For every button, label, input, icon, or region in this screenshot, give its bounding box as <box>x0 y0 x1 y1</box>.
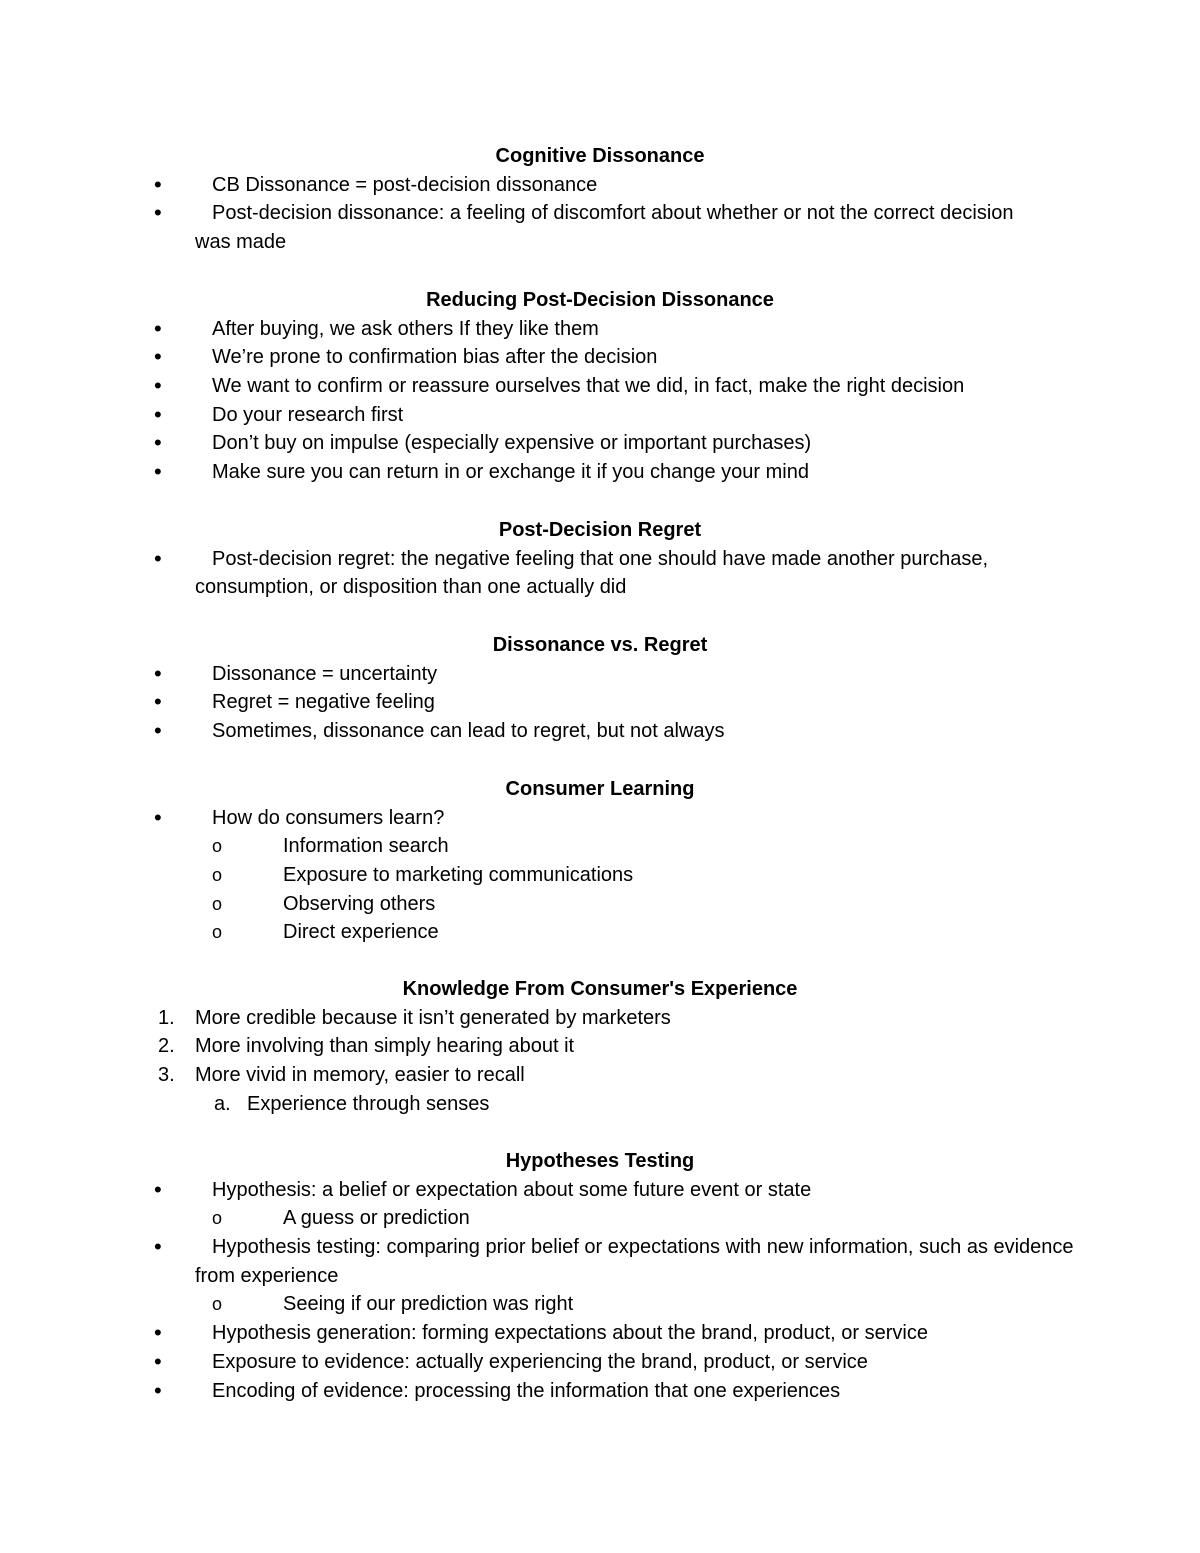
bullet-marker: • <box>154 430 162 456</box>
sub-list-item <box>0 1290 1200 1319</box>
list-item-text: How do consumers learn? <box>212 806 445 829</box>
list-item <box>0 199 1200 256</box>
section-hypotheses-testing <box>0 1147 1200 1405</box>
bullet-marker: • <box>154 1320 162 1346</box>
bullet-marker: • <box>154 344 162 370</box>
section-reducing-dissonance <box>0 286 1200 487</box>
list-item-text: Don’t buy on impulse (especially expensive or important purchases) <box>212 432 812 455</box>
list-item-text: Post-decision regret: the negative feeling that one should have made another purchase, consumption, or disposition than one actually did <box>195 547 989 599</box>
list-item-text: Encoding of evidence: processing the information that one experiences <box>212 1379 841 1402</box>
bullet-marker: • <box>154 171 162 197</box>
numbered-item-text: More vivid in memory, easier to recall <box>195 1064 525 1087</box>
bullet-marker: • <box>154 718 162 744</box>
list-item-text: Regret = negative feeling <box>212 691 435 714</box>
numbered-item <box>0 1061 1200 1090</box>
list-item <box>0 1176 1200 1205</box>
list-item <box>0 1233 1200 1290</box>
bullet-marker: • <box>154 315 162 341</box>
list-item-text: Hypothesis: a belief or expectation about some future event or state <box>212 1178 812 1201</box>
section-heading: Reducing Post-Decision Dissonance <box>426 289 774 311</box>
section-heading: Consumer Learning <box>505 778 695 800</box>
list-item-text: After buying, we ask others If they like them <box>212 317 599 340</box>
list-item <box>0 1319 1200 1348</box>
sub-list-item-text: Exposure to marketing communications <box>283 864 634 887</box>
lettered-sub-item <box>0 1090 1200 1119</box>
bullet-marker: • <box>154 459 162 485</box>
sub-list-item-text: Direct experience <box>283 921 439 944</box>
numbered-item-text: More credible because it isn’t generated by marketers <box>195 1006 671 1029</box>
list-item <box>0 401 1200 430</box>
section-heading: Hypotheses Testing <box>505 1150 695 1172</box>
list-item-text: Do your research first <box>212 403 404 426</box>
section-cognitive-dissonance <box>0 142 1200 257</box>
list-item-text: Exposure to evidence: actually experiencing the brand, product, or service <box>212 1350 868 1373</box>
sub-list-item-text: Observing others <box>283 892 436 915</box>
sub-bullet-marker: o <box>212 836 223 857</box>
bullet-marker: • <box>154 660 162 686</box>
list-item-text: Sometimes, dissonance can lead to regret, but not always <box>212 720 725 743</box>
list-item-text: Dissonance = uncertainty <box>212 662 438 685</box>
section-consumer-learning <box>0 775 1200 947</box>
section-knowledge-experience <box>0 975 1200 1118</box>
list-item-text: Make sure you can return in or exchange it if you change your mind <box>212 461 809 484</box>
sub-bullet-marker: o <box>212 1294 223 1315</box>
list-item <box>0 315 1200 344</box>
list-item <box>0 804 1200 833</box>
sub-bullet-marker: o <box>212 1208 223 1229</box>
section-heading: Cognitive Dissonance <box>495 145 705 167</box>
list-item <box>0 545 1200 602</box>
list-item-text: Post-decision dissonance: a feeling of discomfort about whether or not the correct decision was made <box>195 202 1014 254</box>
list-item <box>0 372 1200 401</box>
bullet-marker: • <box>154 1348 162 1374</box>
bullet-marker: • <box>154 689 162 715</box>
list-item <box>0 343 1200 372</box>
section-heading: Dissonance vs. Regret <box>492 634 708 656</box>
sub-bullet-marker: o <box>212 893 223 914</box>
sub-list-item-text: A guess or prediction <box>283 1207 470 1230</box>
bullet-marker: • <box>154 1377 162 1403</box>
numbered-item <box>0 1032 1200 1061</box>
sub-list-item <box>0 861 1200 890</box>
bullet-marker: • <box>154 804 162 830</box>
sub-list-item <box>0 890 1200 919</box>
sub-list-item <box>0 832 1200 861</box>
list-item-text: Hypothesis testing: comparing prior belief or expectations with new information, such as evidence from experience <box>195 1236 1074 1287</box>
numbered-item-text: More involving than simply hearing about it <box>195 1035 575 1058</box>
list-item <box>0 1348 1200 1377</box>
list-item <box>0 1377 1200 1406</box>
bullet-marker: • <box>154 401 162 427</box>
section-heading: Knowledge From Consumer's Experience <box>402 978 798 1000</box>
section-post-decision-regret <box>0 516 1200 602</box>
numbered-item <box>0 1004 1200 1033</box>
section-heading: Post-Decision Regret <box>498 519 702 541</box>
list-item-text: Hypothesis generation: forming expectations about the brand, product, or service <box>212 1322 928 1345</box>
list-item <box>0 171 1200 200</box>
bullet-marker: • <box>154 373 162 399</box>
list-item <box>0 660 1200 689</box>
number-marker: 3. <box>158 1064 175 1087</box>
letter-marker: a. <box>214 1092 231 1115</box>
list-item <box>0 717 1200 746</box>
sub-list-item-text: Seeing if our prediction was right <box>283 1293 574 1316</box>
list-item-text: CB Dissonance = post-decision dissonance <box>212 173 598 196</box>
list-item <box>0 688 1200 717</box>
bullet-marker: • <box>154 200 162 226</box>
bullet-marker: • <box>154 545 162 571</box>
sub-bullet-marker: o <box>212 922 223 943</box>
bullet-marker: • <box>154 1234 162 1260</box>
sub-list-item-text: Information search <box>283 835 449 858</box>
sub-list-item <box>0 1204 1200 1233</box>
number-marker: 1. <box>158 1006 175 1029</box>
list-item <box>0 429 1200 458</box>
sub-list-item <box>0 918 1200 947</box>
list-item-text: We’re prone to confirmation bias after the decision <box>212 346 658 369</box>
number-marker: 2. <box>158 1035 175 1058</box>
list-item-text: We want to confirm or reassure ourselves that we did, in fact, make the right decision <box>212 375 965 398</box>
list-item <box>0 458 1200 487</box>
lettered-sub-item-text: Experience through senses <box>247 1092 490 1115</box>
bullet-marker: • <box>154 1176 162 1202</box>
section-dissonance-vs-regret <box>0 631 1200 746</box>
sub-bullet-marker: o <box>212 865 223 886</box>
